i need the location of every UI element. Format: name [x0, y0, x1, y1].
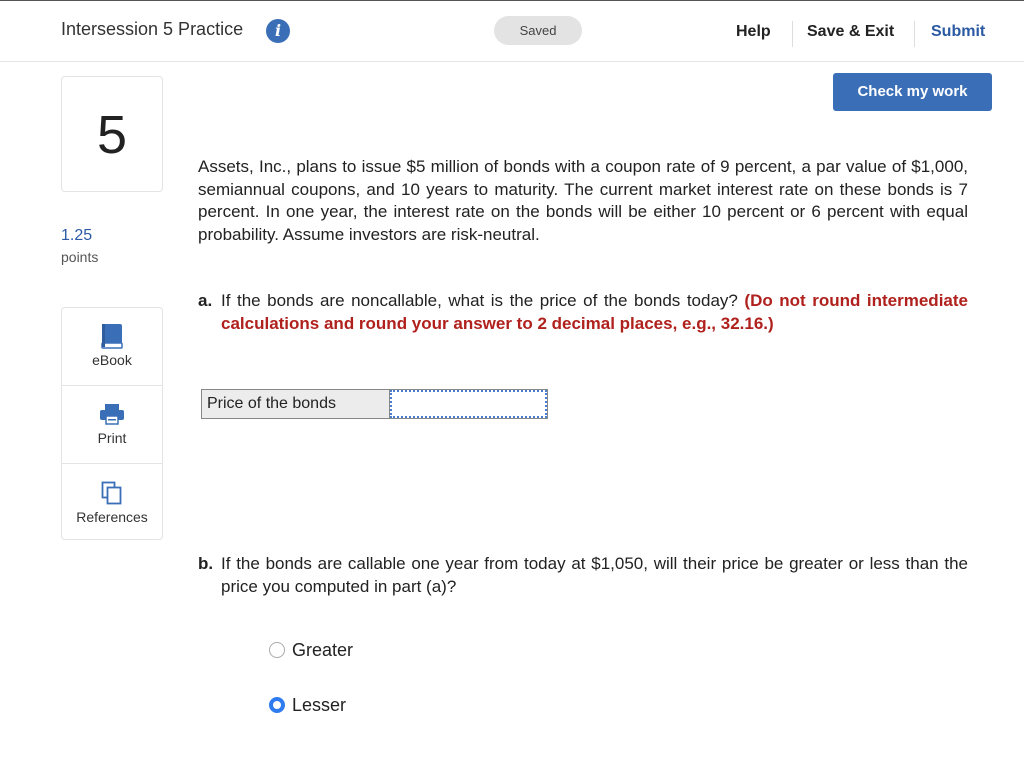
references-label: References — [76, 509, 148, 525]
part-b — [198, 553, 968, 598]
radio-label-lesser: Lesser — [292, 694, 347, 715]
divider — [914, 21, 915, 47]
radio-option-lesser[interactable] — [269, 694, 346, 716]
part-a-letter: a. — [198, 291, 213, 310]
references-button[interactable] — [61, 463, 163, 540]
radio-button-selected[interactable] — [269, 697, 285, 713]
radio-option-greater[interactable] — [269, 639, 353, 661]
answer-table — [201, 389, 548, 419]
assignment-title: Intersession 5 Practice — [61, 19, 244, 39]
radio-button-unselected[interactable] — [269, 642, 285, 658]
question-text: Assets, Inc., plans to issue $5 million of bonds with a coupon rate of 9 percent, a par value of $1,000, semiannual coupons, and 10 years to maturity. The current market interest rate on these bonds is 7 percent. In one year, the interest rate on the bonds will be either 10 percent or 6 percent with equal probability. Assume investors are risk-neutral. — [198, 157, 968, 244]
saved-status-badge: Saved — [494, 16, 582, 45]
part-a-text: If the bonds are noncallable, what is the price of the bonds today? — [221, 291, 738, 310]
submit-link[interactable]: Submit — [931, 23, 986, 40]
part-a — [198, 290, 968, 335]
question-number: 5 — [61, 76, 163, 192]
ebook-button[interactable] — [61, 307, 163, 386]
part-b-text: If the bonds are callable one year from today at $1,050, will their price be greater or less than the price you computed in part (a)? — [221, 554, 968, 596]
help-link[interactable]: Help — [736, 23, 771, 40]
top-bar — [0, 0, 1024, 62]
points-value: 1.25 — [61, 227, 93, 244]
save-exit-link[interactable]: Save & Exit — [807, 23, 895, 40]
radio-label-greater: Greater — [292, 639, 354, 660]
price-of-bonds-input[interactable] — [390, 390, 547, 418]
answer-label: Price of the bonds — [202, 390, 390, 418]
points-label: points — [61, 249, 99, 265]
ebook-label: eBook — [92, 352, 132, 368]
print-label: Print — [97, 430, 127, 446]
print-button[interactable] — [61, 385, 163, 464]
info-icon[interactable]: i — [266, 19, 290, 43]
references-icon — [101, 481, 123, 510]
check-my-work-button[interactable]: Check my work — [833, 73, 992, 111]
part-b-letter: b. — [198, 554, 214, 573]
part-a-instruction: (Do not round intermediate calculations and round your answer to 2 decimal places, e.g., 32.16.) — [221, 291, 968, 333]
divider — [792, 21, 793, 47]
book-icon — [101, 323, 123, 354]
printer-icon — [99, 403, 125, 430]
